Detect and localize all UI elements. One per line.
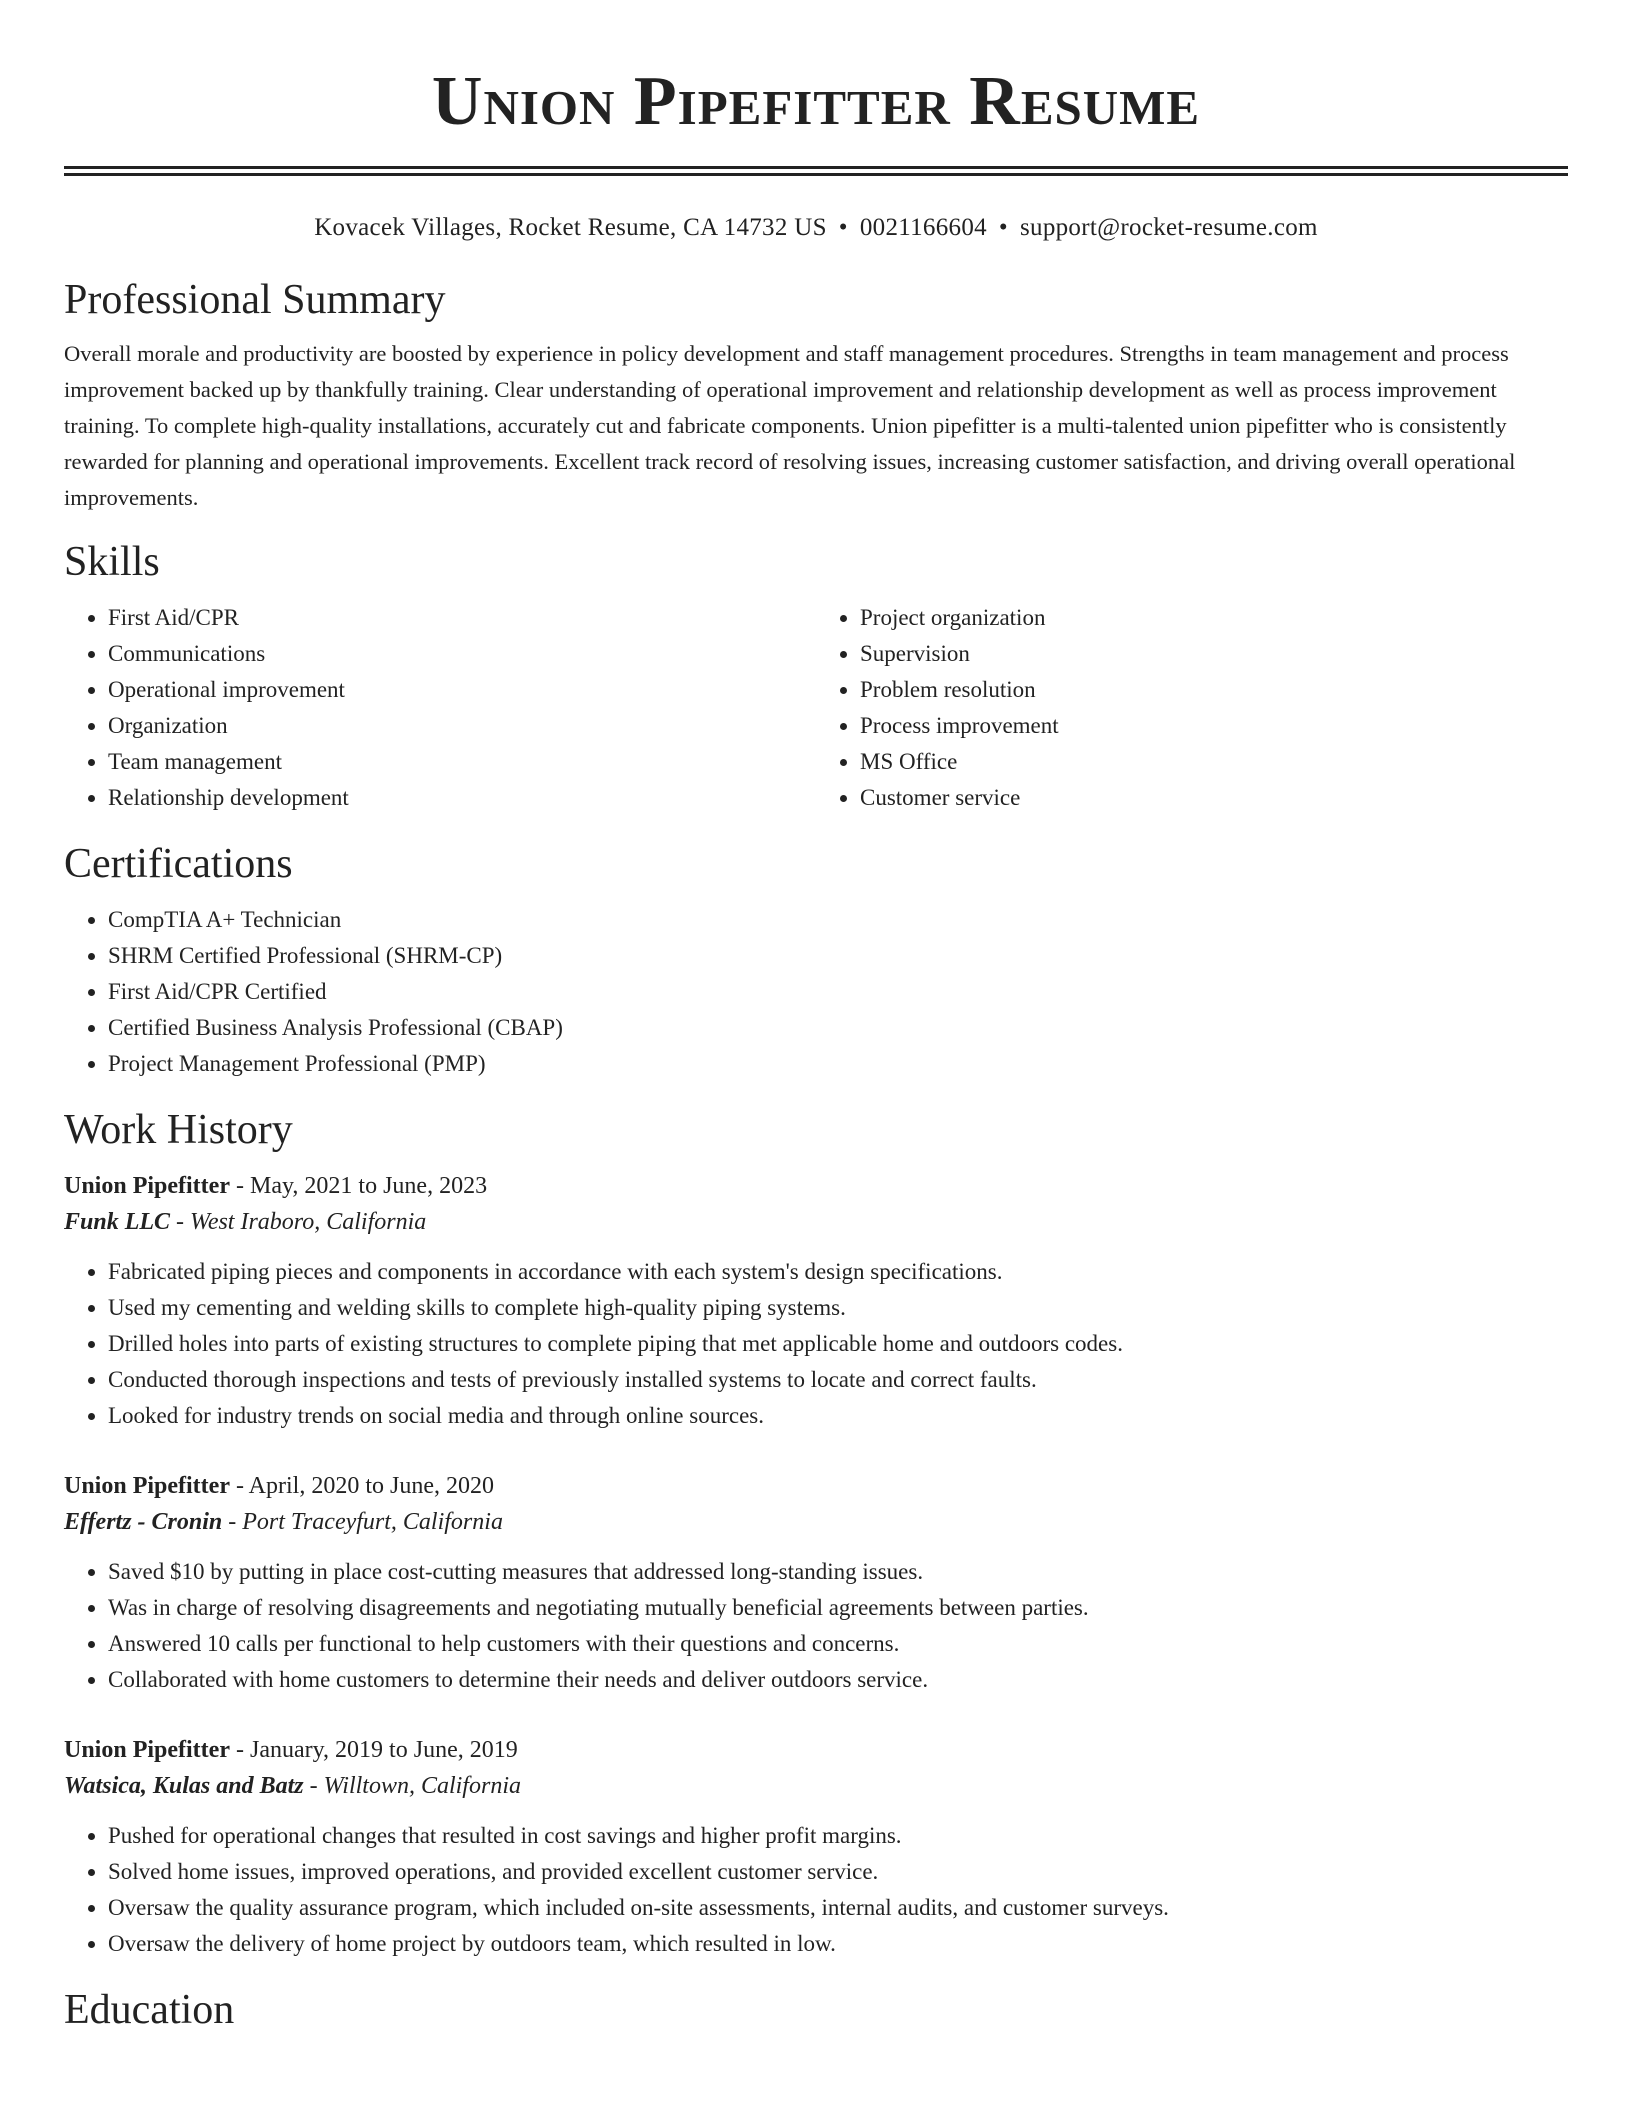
job-title: Union Pipefitter bbox=[64, 1473, 230, 1499]
job-company: Funk LLC bbox=[64, 1209, 171, 1235]
section-heading: Certifications bbox=[64, 841, 293, 887]
job-location: - West Iraboro, California bbox=[170, 1209, 427, 1235]
title-double-rule bbox=[64, 166, 1568, 176]
skill-item: • Organization bbox=[108, 708, 816, 744]
job-entry bbox=[64, 1732, 1568, 1962]
certification-item: • SHRM Certified Professional (SHRM-CP) bbox=[108, 938, 1568, 974]
job-bullet: • Answered 10 calls per functional to help customers with their questions and concerns. bbox=[108, 1626, 1568, 1662]
job-bullets bbox=[64, 1818, 1568, 1962]
contact-line bbox=[64, 212, 1568, 244]
skill-item: • Relationship development bbox=[108, 780, 816, 816]
job-title-line bbox=[64, 1468, 1568, 1504]
job-title-line bbox=[64, 1168, 1568, 1204]
job-bullet: • Solved home issues, improved operations, and provided excellent customer service. bbox=[108, 1854, 1568, 1890]
certification-item: • Project Management Professional (PMP) bbox=[108, 1046, 1568, 1082]
job-bullets bbox=[64, 1554, 1568, 1698]
job-company-line bbox=[64, 1504, 1568, 1540]
certification-item: • Certified Business Analysis Professional (CBAP) bbox=[108, 1010, 1568, 1046]
job-bullet: • Drilled holes into parts of existing structures to complete piping that met applicable home and outdoors codes. bbox=[108, 1326, 1568, 1362]
section-heading: Professional Summary bbox=[64, 277, 446, 323]
skill-item: • Communications bbox=[108, 636, 816, 672]
job-bullet: • Saved $10 by putting in place cost-cutting measures that addressed long-standing issues. bbox=[108, 1554, 1568, 1590]
skill-item: • Operational improvement bbox=[108, 672, 816, 708]
certification-item: • First Aid/CPR Certified bbox=[108, 974, 1568, 1010]
job-bullets bbox=[64, 1254, 1568, 1434]
job-dates: - May, 2021 to June, 2023 bbox=[229, 1173, 488, 1199]
section-heading: Skills bbox=[64, 539, 160, 585]
skill-item: • Customer service bbox=[860, 780, 1568, 816]
section-heading: Education bbox=[64, 1987, 235, 2033]
skill-item: • Team management bbox=[108, 744, 816, 780]
skills-section bbox=[64, 536, 1568, 816]
job-bullet: • Used my cementing and welding skills to complete high-quality piping systems. bbox=[108, 1290, 1568, 1326]
job-dates: - April, 2020 to June, 2020 bbox=[229, 1473, 494, 1499]
job-company: Watsica, Kulas and Batz bbox=[64, 1773, 304, 1799]
job-bullet: • Oversaw the delivery of home project by outdoors team, which resulted in low. bbox=[108, 1926, 1568, 1962]
job-bullet: • Fabricated piping pieces and components in accordance with each system's design specifications. bbox=[108, 1254, 1568, 1290]
job-title-line bbox=[64, 1732, 1568, 1768]
skills-list-right bbox=[816, 600, 1568, 816]
skill-item: • MS Office bbox=[860, 744, 1568, 780]
professional-summary-section bbox=[64, 274, 1568, 516]
skills-columns bbox=[64, 600, 1568, 816]
contact-address: Kovacek Villages, Rocket Resume, CA 14732 US bbox=[314, 214, 827, 241]
education-section bbox=[64, 1984, 1568, 2036]
job-company-line bbox=[64, 1768, 1568, 1804]
job-bullet: • Oversaw the quality assurance program, which included on-site assessments, internal audits, and customer surveys. bbox=[108, 1890, 1568, 1926]
skill-item: • Project organization bbox=[860, 600, 1568, 636]
job-company: Effertz - Cronin bbox=[64, 1509, 223, 1535]
section-heading: Work History bbox=[64, 1107, 293, 1153]
skill-item: • First Aid/CPR bbox=[108, 600, 816, 636]
skill-item: • Supervision bbox=[860, 636, 1568, 672]
contact-email: support@rocket-resume.com bbox=[1019, 214, 1318, 241]
job-entry bbox=[64, 1468, 1568, 1698]
resume-title: Union Pipefitter Resume bbox=[431, 63, 1201, 140]
skill-item: • Problem resolution bbox=[860, 672, 1568, 708]
contact-separator: • bbox=[998, 214, 1008, 241]
summary-text: Overall morale and productivity are boosted by experience in policy development and staff management procedures. Strengths in team management and process improvement backed up by thankfully training. Clear understanding of operational improvement and relationship development as well as process improvement training. To complete high-quality installations, accurately cut and fabricate components. Union pipefitter is a multi-talented union pipefitter who is consistently rewarded for planning and operational improvements. Excellent track record of resolving issues, increasing customer satisfaction, and driving overall operational improvements. bbox=[64, 341, 1516, 510]
job-location: - Willtown, California bbox=[303, 1773, 521, 1799]
job-dates: - January, 2019 to June, 2019 bbox=[229, 1737, 518, 1763]
job-title: Union Pipefitter bbox=[64, 1737, 230, 1763]
certification-item: • CompTIA A+ Technician bbox=[108, 902, 1568, 938]
job-bullet: • Looked for industry trends on social media and through online sources. bbox=[108, 1398, 1568, 1434]
job-bullet: • Pushed for operational changes that resulted in cost savings and higher profit margins. bbox=[108, 1818, 1568, 1854]
job-location: - Port Traceyfurt, California bbox=[222, 1509, 503, 1535]
contact-separator: • bbox=[838, 214, 848, 241]
job-bullet: • Was in charge of resolving disagreements and negotiating mutually beneficial agreements between parties. bbox=[108, 1590, 1568, 1626]
job-bullet: • Collaborated with home customers to determine their needs and deliver outdoors service. bbox=[108, 1662, 1568, 1698]
skill-item: • Process improvement bbox=[860, 708, 1568, 744]
certifications-list bbox=[64, 902, 1568, 1082]
certifications-section bbox=[64, 838, 1568, 1082]
skills-list-left bbox=[64, 600, 816, 816]
work-history-section bbox=[64, 1104, 1568, 1962]
job-company-line bbox=[64, 1204, 1568, 1240]
job-entry bbox=[64, 1168, 1568, 1434]
job-bullet: • Conducted thorough inspections and tests of previously installed systems to locate and correct faults. bbox=[108, 1362, 1568, 1398]
contact-phone: 0021166604 bbox=[859, 214, 987, 241]
job-title: Union Pipefitter bbox=[64, 1173, 230, 1199]
